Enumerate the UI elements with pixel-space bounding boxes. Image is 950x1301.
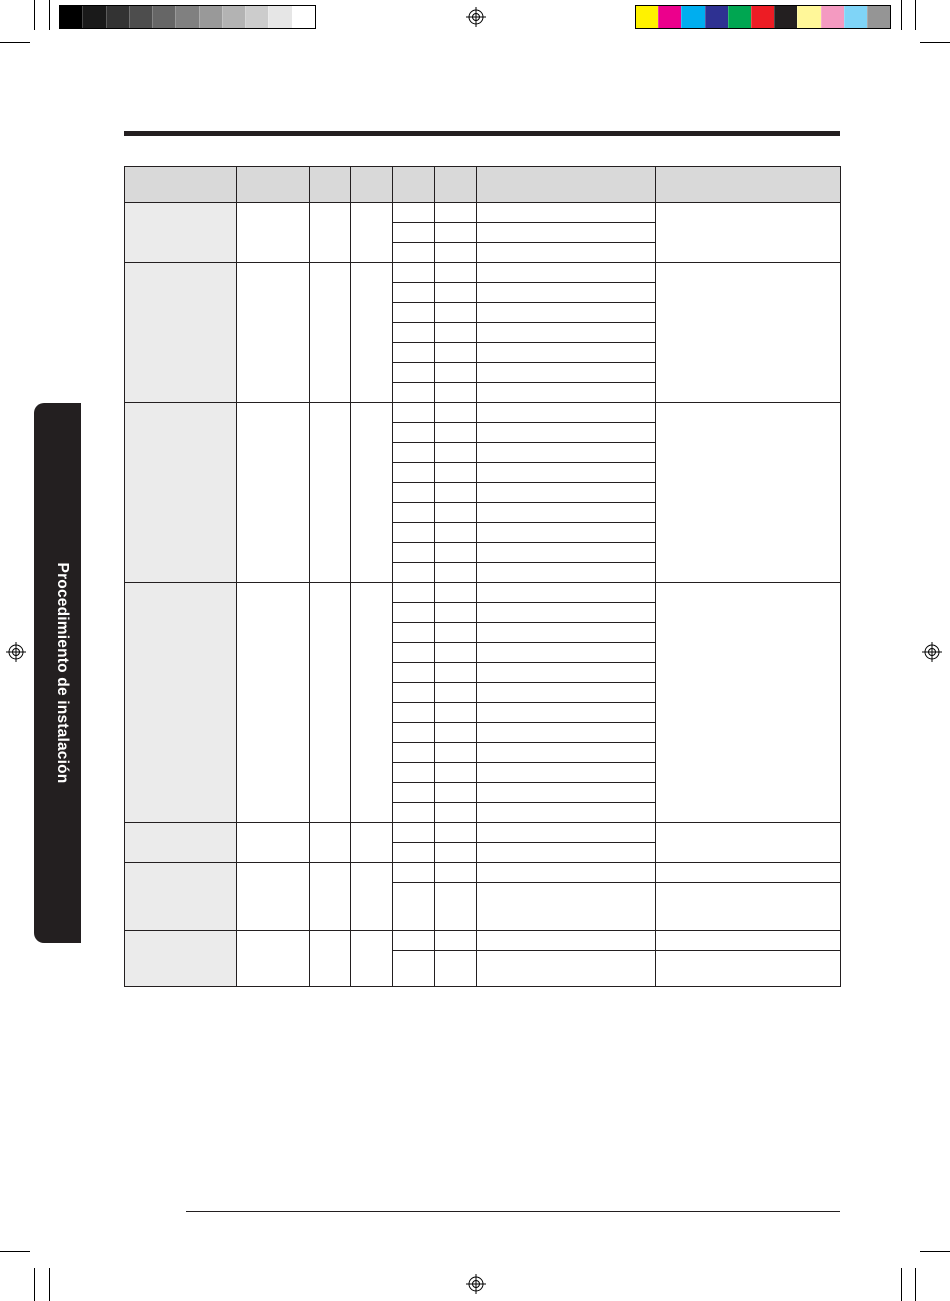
table-cell	[393, 523, 435, 543]
gray-swatch	[245, 6, 268, 28]
table-cell	[477, 503, 656, 523]
table-cell	[477, 343, 656, 363]
table-cell	[656, 263, 841, 403]
table-cell	[477, 203, 656, 223]
table-cell	[435, 803, 477, 823]
table-cell	[656, 951, 841, 987]
crop-mark	[920, 1251, 950, 1252]
table-cell	[237, 863, 310, 931]
table-cell	[435, 503, 477, 523]
table-cell	[477, 283, 656, 303]
table-cell	[237, 403, 310, 583]
table-cell	[393, 223, 435, 243]
table-cell	[237, 583, 310, 823]
table-cell	[477, 543, 656, 563]
table-cell	[393, 463, 435, 483]
table-cell	[477, 483, 656, 503]
table-cell	[477, 803, 656, 823]
header-rule	[124, 131, 840, 136]
table-cell	[477, 883, 656, 931]
table-cell	[435, 931, 477, 951]
table-cell	[435, 463, 477, 483]
table-cell	[393, 503, 435, 523]
table-cell	[477, 863, 656, 883]
specification-table	[124, 166, 841, 987]
table-cell	[435, 663, 477, 683]
table-row	[125, 263, 841, 283]
table-cell	[477, 783, 656, 803]
table-cell	[435, 383, 477, 403]
table-cell	[435, 443, 477, 463]
crop-mark	[901, 0, 902, 30]
table-cell	[435, 343, 477, 363]
table-cell	[477, 263, 656, 283]
table-cell	[393, 703, 435, 723]
table-cell	[435, 563, 477, 583]
table-cell	[435, 203, 477, 223]
registration-mark-icon	[466, 7, 486, 27]
process-swatch	[658, 6, 681, 28]
table-cell	[393, 323, 435, 343]
table-cell	[237, 263, 310, 403]
process-swatch	[728, 6, 751, 28]
process-swatch	[636, 6, 658, 28]
table-cell	[393, 383, 435, 403]
table-row	[125, 931, 841, 951]
table-cell	[310, 403, 351, 583]
table-cell	[435, 643, 477, 663]
table-cell	[435, 623, 477, 643]
table-cell	[477, 763, 656, 783]
crop-mark	[34, 0, 35, 30]
table-cell	[393, 883, 435, 931]
table-cell	[477, 323, 656, 343]
table-cell	[310, 583, 351, 823]
table-header-row	[125, 167, 841, 203]
gray-swatch	[292, 6, 315, 28]
table-cell	[477, 583, 656, 603]
table-cell	[393, 803, 435, 823]
header-cell	[125, 167, 237, 203]
gray-swatch	[268, 6, 291, 28]
table-cell	[393, 783, 435, 803]
crop-mark	[0, 1251, 30, 1252]
table-cell	[477, 951, 656, 987]
table-cell	[393, 543, 435, 563]
process-color-bar	[635, 5, 891, 29]
gray-swatch	[199, 6, 222, 28]
group-cell	[125, 403, 237, 583]
group-cell	[125, 931, 237, 987]
table-cell	[393, 603, 435, 623]
table-cell	[435, 243, 477, 263]
table-cell	[477, 303, 656, 323]
group-cell	[125, 583, 237, 823]
table-cell	[435, 323, 477, 343]
gray-swatch	[222, 6, 245, 28]
table-cell	[393, 343, 435, 363]
header-cell	[351, 167, 393, 203]
group-cell	[125, 823, 237, 863]
process-swatch	[705, 6, 728, 28]
table-cell	[477, 523, 656, 543]
table-cell	[351, 823, 393, 863]
table-cell	[393, 931, 435, 951]
table-cell	[477, 243, 656, 263]
table-cell	[435, 363, 477, 383]
footer-rule	[186, 1211, 840, 1212]
header-cell	[477, 167, 656, 203]
grayscale-color-bar	[59, 5, 316, 29]
table-cell	[237, 823, 310, 863]
table-row	[125, 403, 841, 423]
table-cell	[477, 563, 656, 583]
registration-mark-icon	[6, 642, 26, 662]
table-cell	[435, 743, 477, 763]
table-cell	[435, 223, 477, 243]
crop-mark	[901, 1268, 902, 1301]
table-cell	[435, 303, 477, 323]
group-cell	[125, 863, 237, 931]
table-cell	[393, 723, 435, 743]
crop-mark	[0, 42, 30, 43]
table-cell	[435, 863, 477, 883]
table-cell	[393, 823, 435, 843]
table-cell	[477, 723, 656, 743]
table-cell	[393, 643, 435, 663]
table-cell	[477, 663, 656, 683]
section-side-tab-label: Procedimiento de instalación	[54, 562, 71, 784]
table-row	[125, 823, 841, 843]
registration-mark-icon	[922, 642, 942, 662]
registration-mark-icon	[466, 1274, 486, 1294]
gray-swatch	[129, 6, 152, 28]
table-cell	[435, 603, 477, 623]
table-cell	[435, 483, 477, 503]
header-cell	[393, 167, 435, 203]
table-cell	[477, 463, 656, 483]
table-row	[125, 863, 841, 883]
table-cell	[477, 623, 656, 643]
table-cell	[351, 263, 393, 403]
table-cell	[435, 403, 477, 423]
process-swatch	[797, 6, 820, 28]
gray-swatch	[82, 6, 105, 28]
process-swatch	[774, 6, 797, 28]
table-cell	[393, 443, 435, 463]
table-cell	[656, 823, 841, 863]
header-cell	[310, 167, 351, 203]
crop-mark	[34, 1268, 35, 1301]
gray-swatch	[152, 6, 175, 28]
table-cell	[477, 223, 656, 243]
header-cell	[435, 167, 477, 203]
table-cell	[656, 203, 841, 263]
table-cell	[310, 203, 351, 263]
gray-swatch	[175, 6, 198, 28]
table-cell	[351, 583, 393, 823]
group-cell	[125, 203, 237, 263]
table-cell	[477, 643, 656, 663]
table-cell	[393, 951, 435, 987]
table-cell	[351, 403, 393, 583]
table-cell	[477, 603, 656, 623]
process-swatch	[821, 6, 844, 28]
table-cell	[393, 843, 435, 863]
table-cell	[393, 243, 435, 263]
table-cell	[656, 883, 841, 931]
table-cell	[393, 423, 435, 443]
process-swatch	[681, 6, 704, 28]
process-swatch	[844, 6, 867, 28]
table-cell	[477, 363, 656, 383]
table-cell	[477, 931, 656, 951]
table-cell	[477, 403, 656, 423]
table-cell	[435, 423, 477, 443]
table-cell	[393, 263, 435, 283]
table-row	[125, 583, 841, 603]
crop-mark	[915, 0, 916, 30]
table-cell	[393, 663, 435, 683]
table-cell	[393, 683, 435, 703]
table-cell	[477, 423, 656, 443]
table-cell	[435, 823, 477, 843]
table-cell	[310, 263, 351, 403]
table-row	[125, 203, 841, 223]
table-cell	[656, 931, 841, 951]
table-cell	[393, 583, 435, 603]
crop-mark	[49, 1268, 50, 1301]
table-cell	[393, 283, 435, 303]
table-cell	[435, 763, 477, 783]
gray-swatch	[106, 6, 129, 28]
table-cell	[435, 543, 477, 563]
header-cell	[656, 167, 841, 203]
table-cell	[393, 743, 435, 763]
table-cell	[477, 703, 656, 723]
table-cell	[435, 883, 477, 931]
table-cell	[351, 863, 393, 931]
process-swatch	[867, 6, 890, 28]
table-cell	[656, 863, 841, 883]
gray-swatch	[60, 6, 82, 28]
table-cell	[393, 483, 435, 503]
table-cell	[656, 403, 841, 583]
table-cell	[477, 743, 656, 763]
table-cell	[477, 443, 656, 463]
table-cell	[310, 931, 351, 987]
table-cell	[435, 263, 477, 283]
table-cell	[435, 843, 477, 863]
table-cell	[656, 583, 841, 823]
table-cell	[351, 203, 393, 263]
process-swatch	[751, 6, 774, 28]
table-cell	[351, 931, 393, 987]
table-cell	[310, 863, 351, 931]
table-cell	[393, 403, 435, 423]
crop-mark	[49, 0, 50, 30]
table-cell	[435, 283, 477, 303]
group-cell	[125, 263, 237, 403]
table-cell	[477, 683, 656, 703]
table-cell	[435, 683, 477, 703]
table-cell	[435, 951, 477, 987]
table-cell	[393, 563, 435, 583]
table-cell	[477, 823, 656, 843]
table-cell	[393, 363, 435, 383]
table-cell	[237, 931, 310, 987]
crop-mark	[920, 42, 950, 43]
table-cell	[477, 843, 656, 863]
header-cell	[237, 167, 310, 203]
table-cell	[237, 203, 310, 263]
table-cell	[393, 623, 435, 643]
table-cell	[393, 863, 435, 883]
table-cell	[435, 723, 477, 743]
table-cell	[310, 823, 351, 863]
table-cell	[393, 763, 435, 783]
table-cell	[393, 303, 435, 323]
table-cell	[435, 583, 477, 603]
table-cell	[477, 383, 656, 403]
table-cell	[393, 203, 435, 223]
table-cell	[435, 523, 477, 543]
table-cell	[435, 783, 477, 803]
crop-mark	[915, 1268, 916, 1301]
table-cell	[435, 703, 477, 723]
